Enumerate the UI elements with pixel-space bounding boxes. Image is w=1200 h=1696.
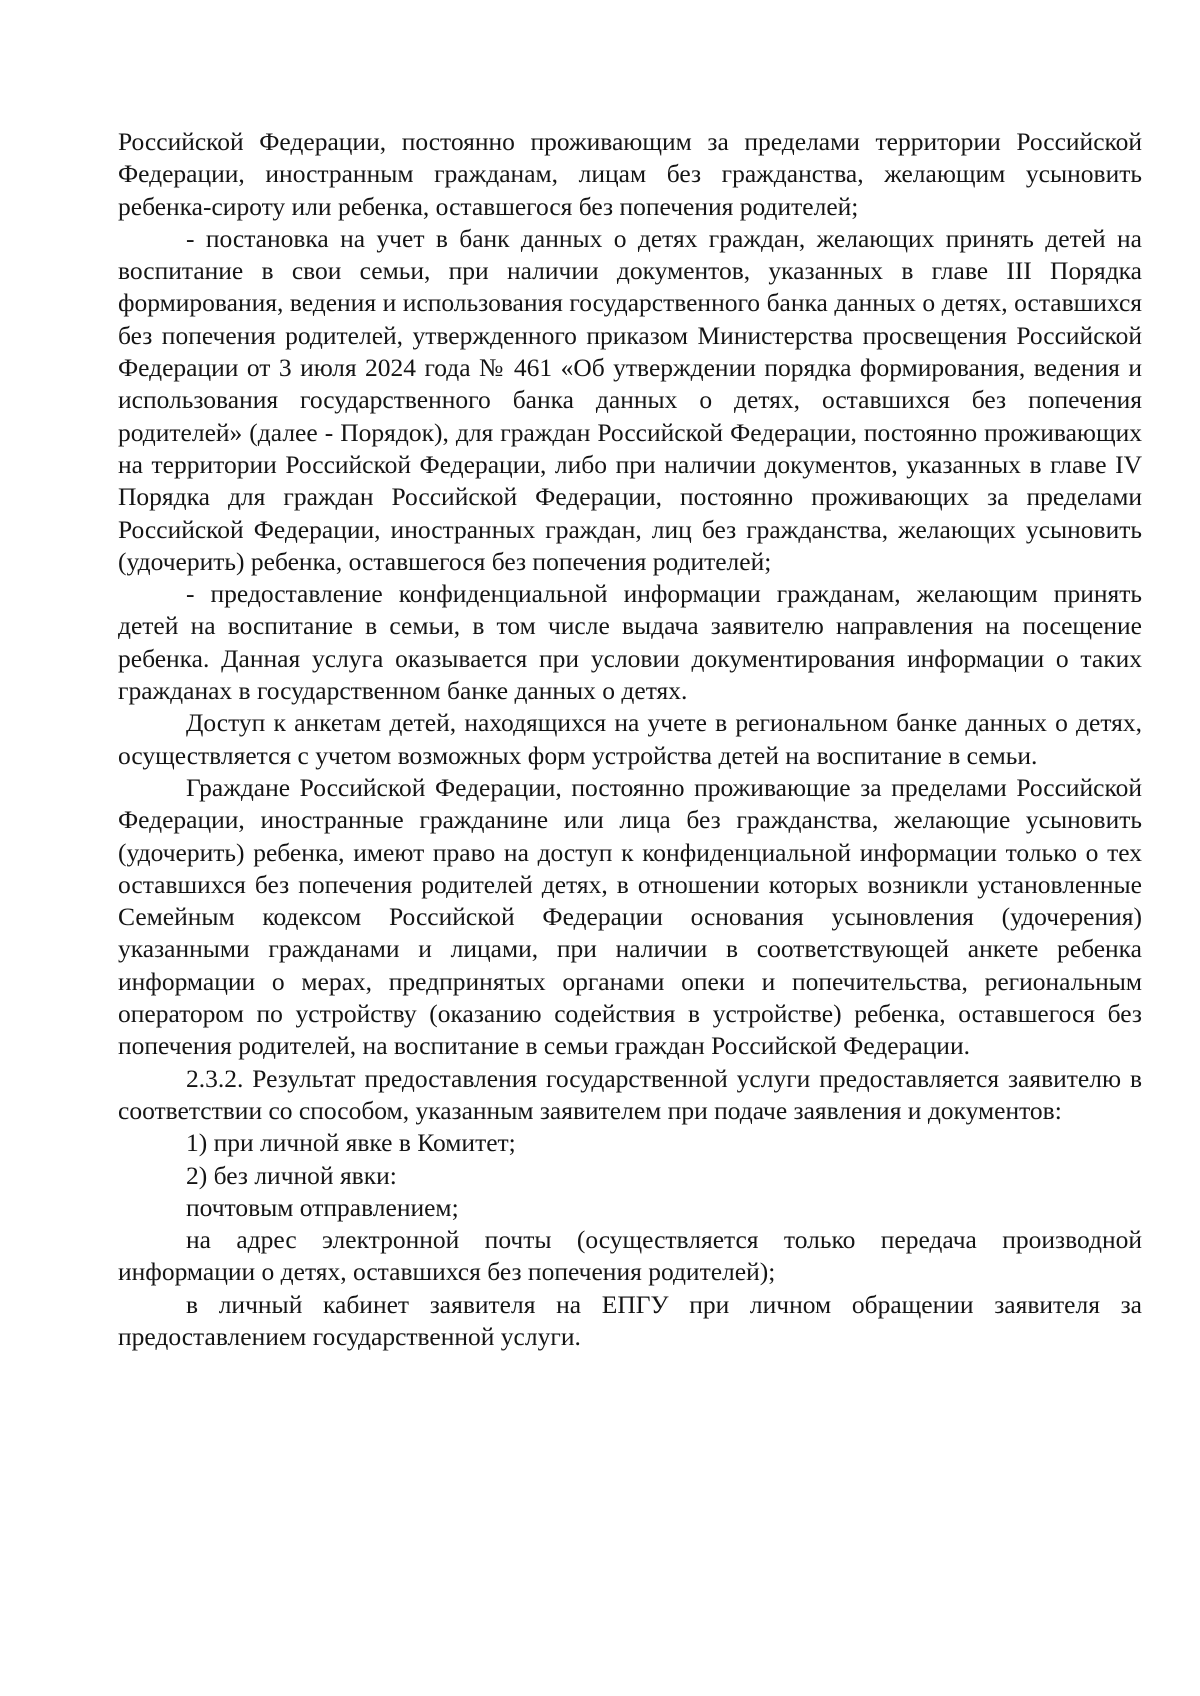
paragraph-11: в личный кабинет заявителя на ЕПГУ при личном обращении заявителя за предоставлением государственной услуги. bbox=[118, 1289, 1142, 1351]
paragraph-2: - постановка на учет в банк данных о детях граждан, желающих принять детей на воспитание в свои семьи, при наличии документов, указанных в главе III Порядка формирования, ведения и использования государственного банка данных о детях, оставшихся без попечения родителей, утвержденного приказом Министерства просвещения Российской Федерации от 3 июля 2024 года № 461 «Об утверждении порядка формирования, ведения и использования государственного банка данных о детях, оставшихся без попечения родителей» (далее - Порядок), для граждан Российской Федерации, постоянно проживающих на территории Российской Федерации, либо при наличии документов, указанных в главе IV Порядка для граждан Российской Федерации, постоянно проживающих за пределами Российской Федерации, иностранных граждан, лиц без гражданства, желающих усыновить (удочерить) ребенка, оставшегося без попечения родителей; bbox=[118, 223, 1142, 576]
paragraph-7: 1) при личной явке в Комитет; bbox=[186, 1128, 516, 1158]
paragraph-8: 2) без личной явки: bbox=[186, 1160, 397, 1190]
paragraph-3: - предоставление конфиденциальной информации гражданам, желающим принять детей на воспитание в семьи, в том числе выдача заявителю направления на посещение ребенка. Данная услуга оказывается при условии документирования информации о таких гражданах в государственном банке данных о детях. bbox=[118, 579, 1142, 706]
paragraph-6: 2.3.2. Результат предоставления государственной услуги предоставляется заявителю в соответствии со способом, указанным заявителем при подаче заявления и документов: bbox=[118, 1063, 1142, 1125]
paragraph-1: Российской Федерации, постоянно проживающим за пределами территории Российской Федерации, иностранным гражданам, лицам без гражданства, желающим усыновить ребенка-сироту или ребенка, оставшегося без попечения родителей; bbox=[118, 127, 1142, 221]
paragraph-10: на адрес электронной почты (осуществляется только передача производной информации о детях, оставшихся без попечения родителей); bbox=[118, 1225, 1142, 1287]
paragraph-5: Граждане Российской Федерации, постоянно проживающие за пределами Российской Федерации, иностранные гражданине или лица без гражданства, желающие усыновить (удочерить) ребенка, имеют право на доступ к конфиденциальной информации только о тех оставшихся без попечения родителей детях, в отношении которых возникли установленные Семейным кодексом Российской Федерации основания усыновления (удочерения) указанными гражданами и лицами, при наличии в соответствующей анкете ребенка информации о мерах, предпринятых органами опеки и попечительства, региональным оператором по устройству (оказанию содействия в устройстве) ребенка, оставшегося без попечения родителей, на воспитание в семьи граждан Российской Федерации. bbox=[118, 772, 1142, 1061]
paragraph-4: Доступ к анкетам детей, находящихся на учете в региональном банке данных о детях, осуществляется с учетом возможных форм устройства детей на воспитание в семьи. bbox=[118, 708, 1142, 770]
paragraph-9: почтовым отправлением; bbox=[186, 1192, 459, 1222]
